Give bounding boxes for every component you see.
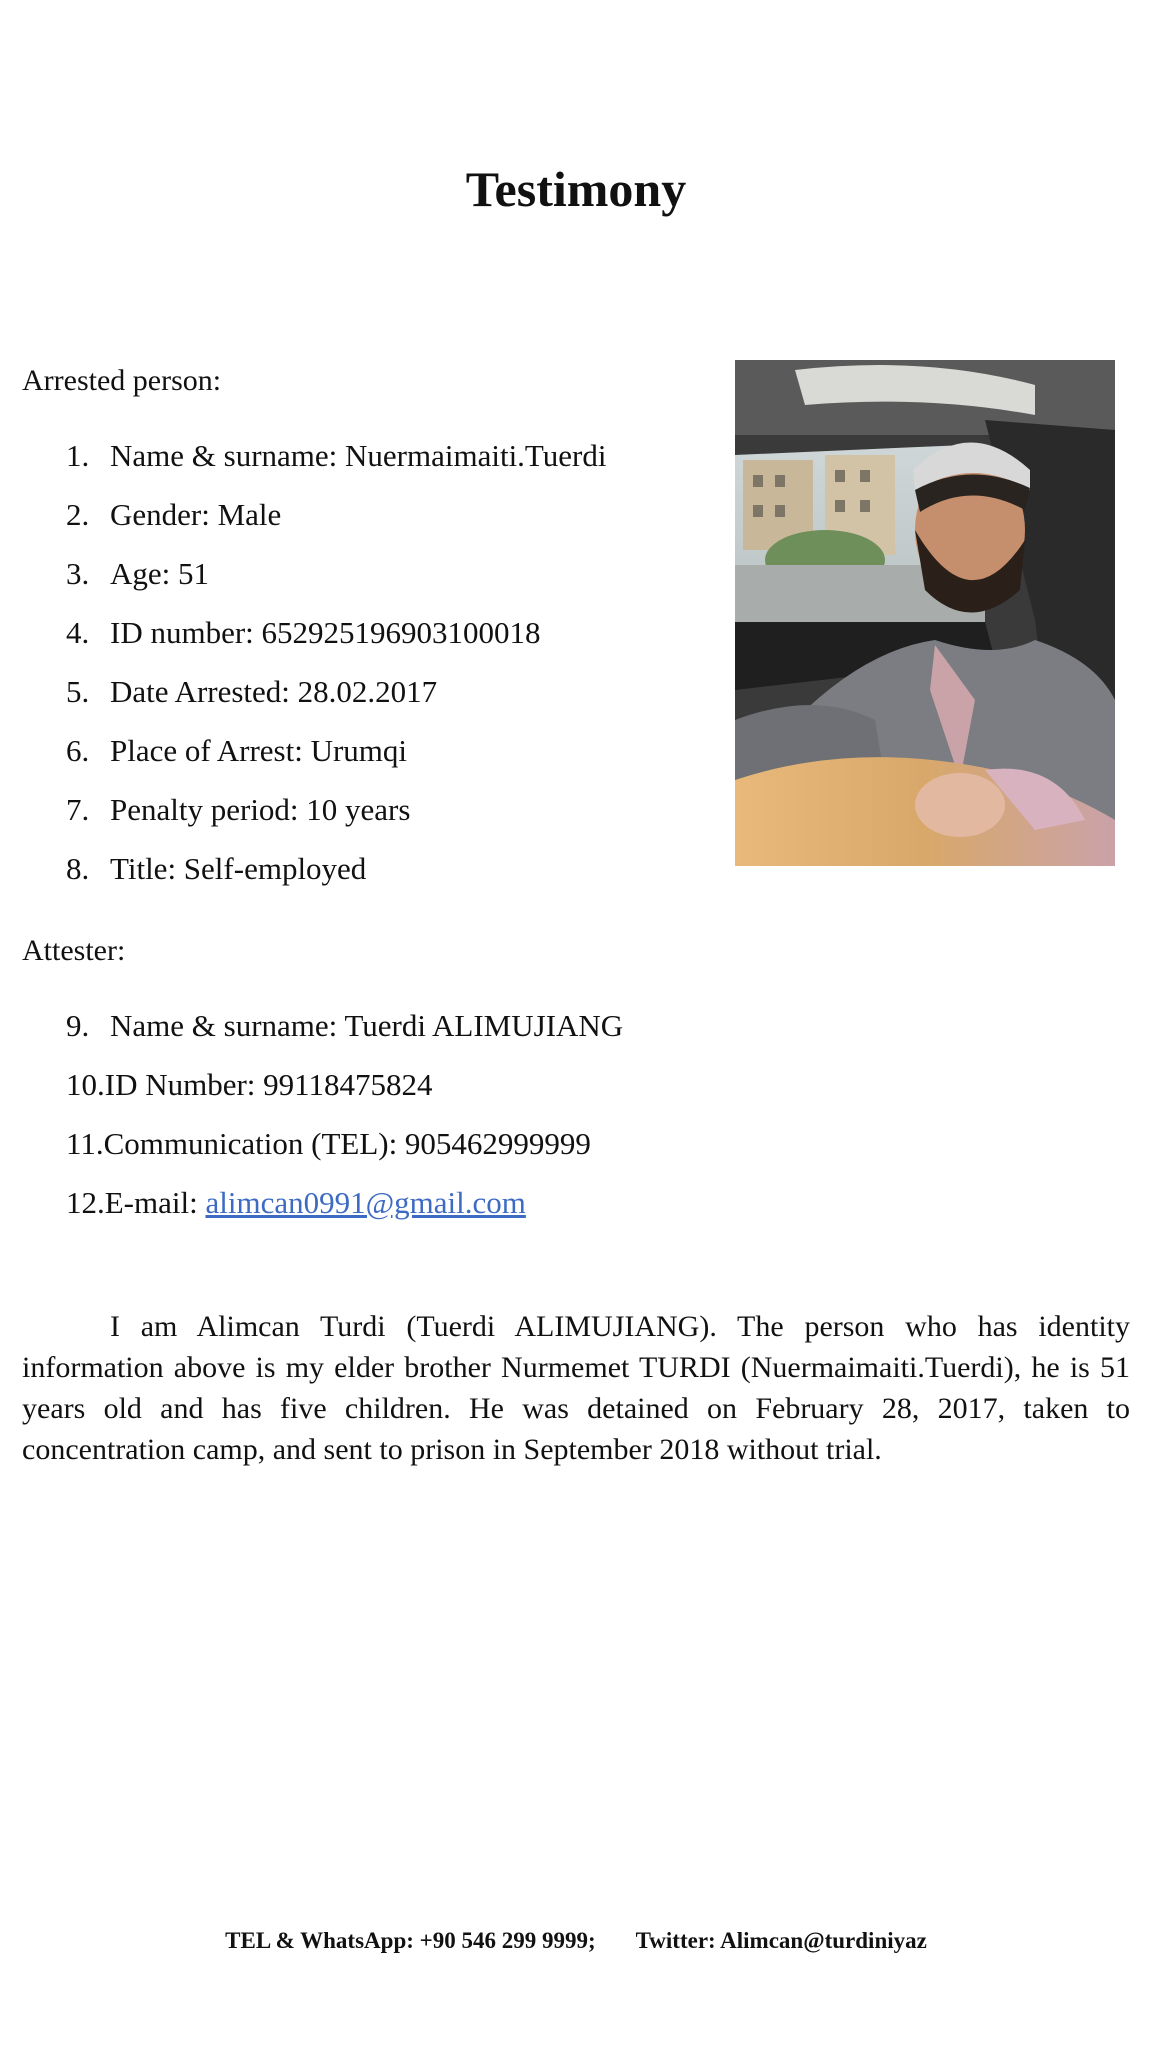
item-text: Date Arrested: 28.02.2017: [110, 674, 438, 709]
list-item: [66, 996, 623, 1055]
list-item: [66, 780, 606, 839]
item-number: 12.: [66, 1185, 105, 1220]
attester-list: [66, 996, 623, 1232]
attester-label: Attester:: [22, 934, 126, 967]
email-link[interactable]: alimcan0991@gmail.com: [205, 1185, 526, 1220]
item-number: 3.: [66, 556, 90, 591]
statement-text: I am Alimcan Turdi (Tuerdi ALIMUJIANG). The person who has identity information above is my elder brother Nurmemet TURDI (Nuermaimaiti.Tuerdi), he is 51 years old and has five children. He was detained on February 28, 2017, taken to concentration camp, and sent to prison in September 2018 without trial.: [22, 1310, 1130, 1466]
item-number: 1.: [66, 438, 90, 473]
item-text: ID number: 652925196903100018: [110, 615, 541, 650]
item-text: ID Number: 99118475824: [104, 1067, 433, 1102]
footer-phone: TEL & WhatsApp: +90 546 299 9999;: [225, 1928, 596, 1953]
list-item: [66, 662, 606, 721]
list-item: [66, 485, 606, 544]
footer-twitter: Twitter: Alimcan@turdiniyaz: [635, 1928, 927, 1953]
list-item: [66, 1173, 623, 1232]
item-number: 4.: [66, 615, 90, 650]
statement-paragraph: [22, 1306, 1130, 1470]
item-text: Penalty period: 10 years: [110, 792, 411, 827]
item-number: 6.: [66, 733, 90, 768]
list-item: [66, 1114, 623, 1173]
list-item: [66, 721, 606, 780]
item-text: Name & surname: Tuerdi ALIMUJIANG: [110, 1008, 624, 1043]
item-text: Gender: Male: [110, 497, 282, 532]
item-number: 8.: [66, 851, 90, 886]
document-title: Testimony: [465, 161, 687, 217]
list-item: [66, 603, 606, 662]
item-number: 9.: [66, 1008, 90, 1043]
item-text: Place of Arrest: Urumqi: [110, 733, 408, 768]
list-item: [66, 544, 606, 603]
arrested-person-list: [66, 426, 606, 898]
item-text: Name & surname: Nuermaimaiti.Tuerdi: [110, 438, 607, 473]
item-text: Title: Self-employed: [110, 851, 367, 886]
list-item: [66, 839, 606, 898]
item-number: 5.: [66, 674, 90, 709]
item-number: 7.: [66, 792, 90, 827]
footer-contact: [0, 1928, 1152, 1954]
item-text: E-mail:: [104, 1185, 206, 1220]
list-item: [66, 1055, 623, 1114]
item-text: Communication (TEL): 905462999999: [103, 1126, 591, 1161]
arrested-person-label: Arrested person:: [22, 364, 222, 397]
item-number: 10.: [66, 1067, 105, 1102]
item-text: Age: 51: [110, 556, 210, 591]
arrested-person-photo: [735, 360, 1115, 866]
item-number: 2.: [66, 497, 90, 532]
item-number: 11.: [66, 1126, 104, 1161]
list-item: [66, 426, 606, 485]
